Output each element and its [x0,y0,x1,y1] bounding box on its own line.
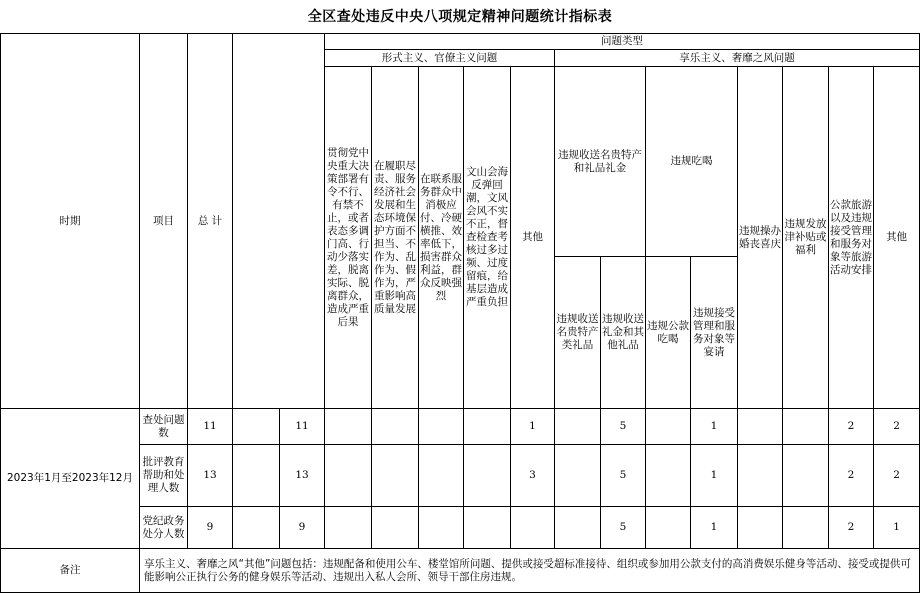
travel-cell: 2 [829,409,874,445]
remarks-row [1,549,920,593]
formalism-1-cell [325,445,372,507]
formalism-4-cell [464,445,511,507]
row-item-label: 查处问题数 [140,409,188,445]
rank-header-blank [233,34,325,409]
formalism-4-cell [464,507,511,549]
formalism-other-cell: 1 [511,409,555,445]
formalism-4-cell [464,409,511,445]
travel-cell: 2 [829,507,874,549]
formalism-category-4: 文山会海反弹回潮，文风会风不实不正，督查检查考核过多过频、过度留痕，给基层造成严重负担 [464,67,511,409]
township-cell: 13 [280,445,325,507]
formalism-3-cell [419,507,464,549]
gift-money-cell: 5 [601,507,646,549]
accept-banquet-cell: 1 [691,445,738,507]
subsidy-cell [783,445,829,507]
township-cell: 9 [280,507,325,549]
gift-specialty-cell [555,507,601,549]
hedonism-other-cell: 2 [874,409,920,445]
county-cell [233,507,280,549]
gift-money-header: 违规收送礼金和其他礼品 [601,257,646,409]
accept-banquet-cell: 1 [691,409,738,445]
formalism-category-1: 贯彻党中央重大决策部署有令不行、有禁不止，或者表态多调门高、行动少落实差，脱离实际、脱离群众，造成严重后果 [325,67,372,409]
formalism-3-cell [419,409,464,445]
public-fund-eating-cell [646,507,691,549]
hedonism-other-cell: 1 [874,507,920,549]
formalism-2-cell [372,445,419,507]
total-cell: 13 [188,445,233,507]
county-cell [233,409,280,445]
remarks-text: 享乐主义、奢靡之风“其他”问题包括：违规配备和使用公车、楼堂馆所问题、提供或接受超标准接待、组织或参加用公款支付的高消费娱乐健身等活动、接受或提供可能影响公正执行公务的健身娱乐等活动、违规出入私人会所、领导干部住房违规。 [140,549,920,593]
formalism-other-cell: 3 [511,445,555,507]
gift-specialty-cell [555,445,601,507]
wedding-header: 违规操办婚丧喜庆 [738,67,783,409]
wedding-cell [738,445,783,507]
eating-header: 违规吃喝 [646,67,738,257]
sheet-title: 全区查处违反中央八项规定精神问题统计指标表 [307,9,613,25]
period-cell: 2023年1月至2023年12月 [1,409,140,549]
hedonism-other-cell: 2 [874,445,920,507]
formalism-3-cell [419,445,464,507]
hedonism-group-header: 享乐主义、奢靡之风问题 [555,50,920,67]
township-cell: 11 [280,409,325,445]
formalism-1-cell [325,409,372,445]
table-row [1,409,920,445]
formalism-category-3: 在联系服务群众中消极应付、冷硬横推、效率低下，损害群众利益，群众反映强烈 [419,67,464,409]
header-row-problem-type [1,34,920,50]
subsidy-header: 违规发放津补贴或福利 [783,67,829,409]
formalism-1-cell [325,507,372,549]
gift-money-cell: 5 [601,409,646,445]
wedding-cell [738,507,783,549]
total-cell: 9 [188,507,233,549]
gift-header: 违规收送名贵特产和礼品礼金 [555,67,646,257]
travel-cell: 2 [829,445,874,507]
gift-money-cell: 5 [601,445,646,507]
item-header: 项目 [140,34,188,409]
public-fund-eating-cell [646,409,691,445]
formalism-2-cell [372,507,419,549]
statistics-table [0,33,920,593]
formalism-other-cell [511,507,555,549]
subsidy-cell [783,507,829,549]
remarks-label: 备注 [1,549,140,593]
total-cell: 11 [188,409,233,445]
public-fund-eating-header: 违规公款吃喝 [646,257,691,409]
row-item-label: 党纪政务处分人数 [140,507,188,549]
county-cell [233,445,280,507]
formalism-group-header: 形式主义、官僚主义问题 [325,50,555,67]
gift-specialty-header: 违规收送名贵特产类礼品 [555,257,601,409]
gift-specialty-cell [555,409,601,445]
row-item-label: 批评教育帮助和处理人数 [140,445,188,507]
formalism-category-2: 在履职尽责、服务经济社会发展和生态环境保护方面不担当、不作为、乱作为、假作为，严重影响高质量发展 [372,67,419,409]
problem-type-header: 问题类型 [325,34,920,50]
travel-header: 公款旅游以及违规接受管理和服务对象等旅游活动安排 [829,67,874,409]
formalism-2-cell [372,409,419,445]
period-header: 时期 [1,34,140,409]
wedding-cell [738,409,783,445]
hedonism-other-header: 其他 [874,67,920,409]
accept-banquet-header: 违规接受管理和服务对象等宴请 [691,257,738,409]
total-header: 总 计 [188,34,233,409]
accept-banquet-cell: 1 [691,507,738,549]
subsidy-cell [783,409,829,445]
formalism-other-header: 其他 [511,67,555,409]
public-fund-eating-cell [646,445,691,507]
